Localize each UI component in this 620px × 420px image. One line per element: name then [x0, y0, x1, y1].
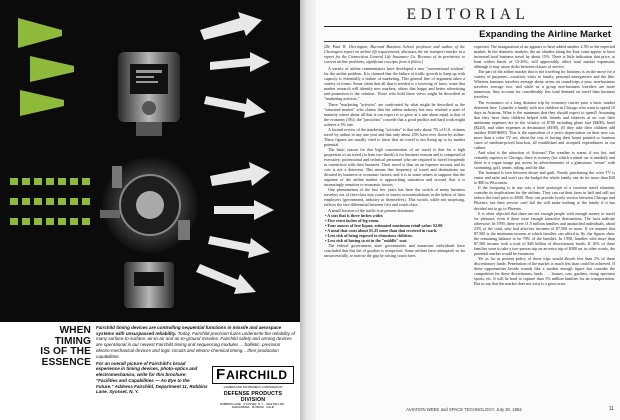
article-paragraph: The husband is torn between desire and guilt. Nearly purchasing the color TV is easier and safer and won't tax the budget the whole family can do for more than $20 to $80 in Wisconsin.	[474, 170, 615, 186]
article-title: Expanding the Airline Market	[479, 29, 611, 40]
advertisement-page	[0, 0, 300, 420]
article-paragraph: A variety of airline commentators have developed a new "conventional wisdom" for the airline problem. It is claimed that the failure of traffic growth to keep up with capacity is essentially a failure of marketing. This general line of argument takes a variety of forms. Some claim that all that is needed is a lowering of fares; some that market research will identify new markets; others that happy and better advertising and promotion is the solution. Those who hold these views might be described as "marketing activists."	[324, 66, 465, 102]
article-bullet: • Less risk of being exposed to obnoxious children.	[325, 232, 413, 238]
white-arrow-icon	[196, 162, 274, 294]
article-column-left	[324, 44, 465, 406]
article-paragraph: The part of the airline market that is not traveling for business is on the move for a variety of purposes—vacation, visits to family, personal emergencies and the like. Whereas business travelers average about seven air round-trips a year, non-business travelers average two, and while as a group non-business travelers are more numerous, they account for considerably less total demand on travel than business travelers.	[474, 69, 615, 100]
green-chevron-icon	[18, 18, 74, 116]
article-bullet-text: A seat that is three inches wider.	[327, 212, 384, 218]
page-gutter	[300, 0, 316, 420]
article-bullet-text: Less risk of being exposed to obnoxious children.	[327, 232, 413, 238]
article-paragraph: The federal government, state governments and numerous individuals have concluded that this list of goodies is overpriced. Some airlines have attempted, so far unsuccessfully, to narrow the gap by raising coach fares.	[324, 242, 465, 258]
ad-headline	[5, 326, 91, 368]
fairchild-wordmark	[212, 366, 294, 384]
article-bullet-text: Four ounces of free liquor, estimated maximum retail value: $2.00.	[327, 222, 444, 228]
article-column-right	[474, 44, 615, 406]
page-number: 11	[608, 406, 614, 412]
page-footer: AVIATION WEEK and SPACE TECHNOLOGY, July 30, 1962	[406, 407, 522, 412]
white-arrow-icon	[200, 12, 270, 118]
logo-initial: F	[216, 366, 226, 383]
fairchild-logo	[212, 366, 294, 410]
article-bullet-text: Less risk of having to sit in the "middle" seat.	[327, 237, 408, 243]
logo-word: AIRCHILD	[226, 368, 288, 382]
section-heading: EDITORIAL	[406, 6, 530, 23]
article-bullet: • Four ounces of free liquor, estimated maximum retail value: $2.00.	[325, 222, 444, 228]
article-paragraph: expected. The inauguration of air appears to have added another 2.5% to the expected market. In the domestic markets, the air shuttles along the East coast appear to have increased total business travel by about 15%. There is little indication that price, at least within limits of 15-20%, will appreciably affect total market expansion, although it may cause shifts between classes of service.	[474, 44, 615, 70]
article-paragraph: A small fraction of the traffic is at present dominant:	[328, 207, 414, 213]
article-bullet-text: A meal that costs about $1.25 more than that received in coach.	[327, 227, 438, 233]
article-paragraph: These "marketing "activists" are confronted by what might be described as the "saturated market" who claims that the airline industry has now reached a state of maturity where about all that it can expect is to grow at a rate about equal to that of the economy (3%); the "passivists" concede that a good product and hard work might achieve a 5% rate.	[324, 101, 465, 127]
signal-bars-icon	[10, 178, 90, 225]
article-bullet-text: Five extra inches of leg-room.	[327, 217, 380, 223]
ad-body-text: Today, Fairchild precision fuzes underwrite the reliability of many surface-to-surface, air-to-air and air-to-ground missiles. Fairchild safety and arming devices are operational in our newest Fairchild timing and sequencing modules ... ballistic, precision electro-mechanical devices and logic circuits and electro-chemical timing... their production capabilities.	[96, 330, 295, 359]
article-paragraph: A factual review of the marketing "activists" is that only about 7% of U.S. citizens travel by airline in any one year and that only about 25% have ever flown by airline. These figures are usually cited to show that air travel is not living up to its market potential.	[324, 126, 465, 147]
article-bullet: • Less risk of having to sit in the "middle" seat.	[325, 237, 408, 243]
logo-address: ROBBINS LANE · SYOSSET, N. Y. · 2401 MILL RD · ALEXANDRIA · FLORIDA · CALIF	[220, 402, 286, 410]
article-paragraph: The basic reason for this high concentration of air travel is that for a high proportion of air travel (at least two-thirds) is for business reasons and is composed of executive, professional and technical personnel who are required to travel frequently in connection with their business. Their travel is thus on an expense account and its cost is not a deterrent. This means that frequency of travel and destinations are dictated by business or economic factors, and it is in some senses to suppose that the segment of the airline market is approaching saturation and second, that it is increasingly sensitive to economic factors.	[324, 146, 465, 188]
article-paragraph: The economics of a long distance trip by economy carrier pose a basic market deterrent here. Consider a family with two children in Chicago who want to spend 10 days in Arizona. What is the minimum that they should expect to spend? Assuming that they have their children helped with friends and relatives at no cost their minimum expenses are in the vicinity of $700 including plane fare ($400), hotel ($220), and other expenses at destination ($100). (If they take their children add another $300-$600). This is the equivalent of a year's depreciation on their new car, more than a color TV set, about the cost of having their house painted or fourteen cases of medium-priced bourbon, all established and accepted expenditures in our culture.	[474, 99, 615, 150]
timing-devices-illustration	[0, 0, 300, 322]
title-rule	[324, 41, 612, 42]
ad-brochure-offer: For an overall picture of Fairchild's broad experience in timing devices, photo-optics and electromechanics, write for this brochure: "Facilities and Capabilities — An Eye to the Future." Address Fairchild, Department 11, Robbins Lane, Syosset, N. Y.	[96, 360, 208, 395]
article-paragraph: One phenomenon of the last few years has been the switch of many business travelers out of first-class into coach or tourist accommodations at the behest of their employers (government, industry or themselves). This switch, while not surprising, reflects the fare differential between first and coach class.	[324, 187, 465, 208]
article-paragraph: Yet as far as present policy of these trips would absorb less than 2% of these discretionary funds. Penetration of the market is much less than could be achieved. If these opportunities beside sounds like a modest enough figure but consider the competition for these discretionary funds . . . houses, cars, gardens, rising spectator sports, etc. It will be hard to capture than 1% million families for air transportation. But so say that the market does not exist is a gross error.	[474, 255, 615, 287]
article-paragraph: And what is the attraction of Arizona? The weather is warm, if not hot, and certainly superior to Chicago; there is scenery (for which a rental car is needed); and there is a vague image put across by advertisements of a glamorous "resort" with swimming, golf, tennis, riding, and the like.	[474, 149, 615, 171]
editorial-page	[316, 0, 620, 420]
article-paragraph: If the foregoing is in any way a brief prototype of a vacation travel situation, consider its implications for the airlines. They can cut their fares in half and still not reduce the total price to $500. They can provide lovely service between Chicago and Phoenix, but their service can't fail the will make nothing to the family if it has decided not to go to Phoenix.	[474, 185, 615, 211]
logo-division: DEFENSE PRODUCTS DIVISION	[223, 391, 283, 403]
advertisement-artwork-panel	[0, 0, 300, 322]
article-bullet: • A seat that is three inches wider.	[325, 212, 384, 218]
article-intro: (Dr. Paul W. Cherington, Harvard Business School professor and author of the Cherington report on airline lift requirements, discusses the air transport market in a report for the Connecticut General Life Insurance Co. Because of its pertinence to current airline problems, significant excerpts from it follow.)	[324, 44, 465, 65]
heading-rule	[324, 26, 612, 27]
logo-corporation: CAMERA AND INSTRUMENT CORPORATION	[223, 385, 283, 389]
ad-headline-line: TIMING	[54, 335, 91, 347]
article-paragraph: It is often objected that there are not enough people with enough money to travel for pleasure, even if there were enough attractive destinations. The facts indicate otherwise. In 1959, there were 11.5 million families and unattached individuals, about 23% of the total, who had after-tax incomes of $7,500 or more. If we assume that $7,500 is the minimum income at which families can afford to fly, the figures show the remaining balance to be 70% of the families. In 1958, families with more than $7,500 income took a total of $48 billion of discretionary funds. If 10% of these families were to take a two-person trip on an extra trip of $300 on, in other words, the potential market would be enormous.	[474, 210, 615, 256]
ad-headline-line: IS OF THE	[40, 346, 91, 357]
ad-lead-sentence: Fairchild timing devices are controlling sequential functions in missile and aerospace systems with unsurpassed reliability.	[96, 325, 282, 336]
article-bullet: • Five extra inches of leg-room.	[325, 217, 380, 223]
article-bullet: • A meal that costs about $1.25 more than that received in coach.	[325, 227, 438, 233]
ad-headline-line: WHEN	[59, 325, 91, 336]
ad-headline-line: ESSENCE	[41, 356, 91, 368]
